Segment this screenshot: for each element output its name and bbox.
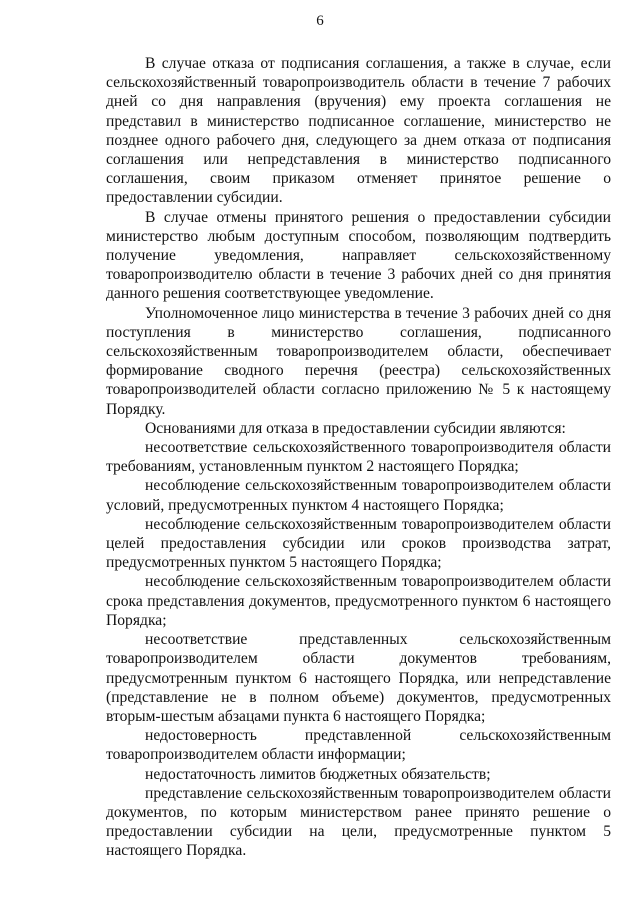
list-item-duplicate-application: представление сельскохозяйственным товаропроизводителем области документов, по которым министерством ранее принято решение о предоставлении субсидии на цели, предусмотренные пунктом 5 настоящего Порядка. — [106, 784, 611, 860]
paragraph-refusal-to-sign: В случае отказа от подписания соглашения, а также в случае, если сельскохозяйственный товаропроизводитель области в течение 7 рабочих дней со дня направления (вручения) ему проекта соглашения не представил в министерство подписанное соглашение, министерство не позднее одного рабочего дня, следующего за днем отказа от подписания соглашения или непредставления в министерство подписанного соглашения, своим приказом отменяет принятое решение о предоставлении субсидии. — [106, 55, 611, 207]
document-body — [106, 54, 611, 861]
list-item-documents-mismatch: несоответствие представленных сельскохозяйственным товаропроизводителем области документов требованиям, предусмотренным пунктом 6 настоящего Порядка, или непредставление (представление не в полном объеме) документов, предусмотренных вторым-шестым абзацами пункта 6 настоящего Порядка; — [106, 631, 611, 725]
list-item-insufficient-limits: недостаточность лимитов бюджетных обязательств; — [145, 765, 491, 783]
page-number: 6 — [316, 13, 324, 29]
paragraph-refusal-grounds-intro: Основаниями для отказа в предоставлении субсидии являются: — [145, 419, 566, 437]
paragraph-registry-formation: Уполномоченное лицо министерства в течение 3 рабочих дней со дня поступления в министерство соглашения, подписанного сельскохозяйственным товаропроизводителем области, обеспечивает формирование сводного перечня (реестра) сельскохозяйственных товаропроизводителей области согласно приложению № 5 к настоящему Порядку. — [106, 304, 611, 418]
list-item-conditions-violation: несоблюдение сельскохозяйственным товаропроизводителем области условий, предусмотренных пунктом 4 настоящего Порядка; — [106, 477, 611, 514]
paragraph-cancellation-notice: В случае отмены принятого решения о предоставлении субсидии министерство любым доступным способом, позволяющим подтвердить получение уведомления, направляет сельскохозяйственному товаропроизводителю области в течение 3 рабочих дней со дня принятия данного решения соответствующее уведомление. — [106, 208, 611, 303]
list-item-deadline-violation: несоблюдение сельскохозяйственным товаропроизводителем области срока представления документов, предусмотренного пунктом 6 настоящего Порядка; — [106, 573, 611, 629]
list-item-false-information: недостоверность представленной сельскохозяйственным товаропроизводителем области информации; — [106, 727, 611, 764]
list-item-purpose-violation: несоблюдение сельскохозяйственным товаропроизводителем области целей предоставления субсидии или сроков производства затрат, предусмотренных пунктом 5 настоящего Порядка; — [106, 515, 611, 572]
list-item-requirements-mismatch: несоответствие сельскохозяйственного товаропроизводителя области требованиям, установленным пунктом 2 настоящего Порядка; — [106, 439, 611, 476]
